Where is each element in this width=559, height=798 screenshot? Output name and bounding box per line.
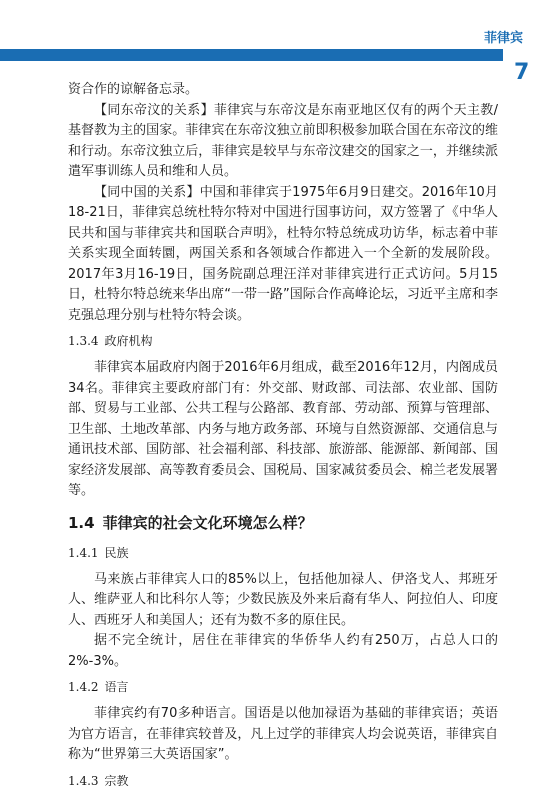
subheading-1-4-2 (68, 678, 498, 696)
paragraph-timor-leste-relations: 【同东帝汶的关系】菲律宾与东帝汶是东南亚地区仅有的两个天主教/基督教为主的国家。菲律宾在东帝汶独立前即积极参加联合国在东帝汶的维和行动。东帝汶独立后，菲律宾是较早与东帝汶建交的国家之一，并继续派遣军事训练人员和维和人员。 (68, 102, 498, 179)
running-header-title: 菲律宾 (483, 31, 523, 46)
subheading-1-4-3 (68, 772, 498, 790)
paragraph-ethnic-groups: 马来族占菲律宾人口的85%以上，包括他加禄人、伊洛戈人、邦班牙人、维萨亚人和比科尔人等；少数民族及外来后裔有华人、阿拉伯人、印度人、西班牙人和美国人；还有为数不多的原住民。 (68, 571, 498, 628)
section-heading-1-4 (68, 512, 498, 534)
paragraph-china-relations: 【同中国的关系】中国和菲律宾于1975年6月9日建交。2016年10月18-21日，菲律宾总统杜特尔特对中国进行国事访问，双方签署了《中华人民共和国与菲律宾共和国联合声明》，杜特尔特总统成功访华，标志着中菲关系实现全面转圜，两国关系和各领域合作都进入一个全新的发展阶段。2017年3月16-19日，国务院副总理汪洋对菲律宾进行正式访问。5月15日，杜特尔特总统来华出席“一带一路”国际合作高峰论坛，习近平主席和李克强总理分别与杜特尔特会谈。 (68, 184, 498, 323)
paragraph-language: 菲律宾约有70多种语言。国语是以他加禄语为基础的菲律宾语；英语为官方语言，在菲律宾较普及，凡上过学的菲律宾人均会说英语，菲律宾自称为“世界第三大英语国家”。 (68, 706, 498, 762)
subheading-number: 1.4.2 (68, 680, 99, 694)
subheading-number: 1.4.1 (68, 545, 99, 560)
subheading-text: 语言 (104, 680, 129, 694)
header-bar (0, 49, 503, 61)
section-number: 1.4 (68, 513, 95, 532)
subheading-number: 1.4.3 (68, 773, 99, 788)
subheading-1-3-4 (68, 332, 498, 350)
page-body (68, 80, 498, 798)
paragraph-government: 菲律宾本届政府内阁于2016年6月组成，截至2016年12月，内阁成员34名。菲律宾主要政府部门有：外交部、财政部、司法部、农业部、国防部、贸易与工业部、公共工程与公路部、教育部、劳动部、预算与管理部、卫生部、土地改革部、内务与地方政务部、环境与自然资源部、交通信息与通讯技术部、国防部、社会福利部、科技部、旅游部、能源部、新闻部、国家经济发展部、高等教育委员会、国税局、国家减贫委员会、棉兰老发展署等。 (68, 360, 498, 498)
paragraph-overseas-chinese: 据不完全统计，居住在菲律宾的华侨华人约有250万，占总人口的2%-3%。 (68, 633, 498, 669)
subheading-text: 政府机构 (104, 334, 153, 348)
page-number: 7 (514, 60, 530, 85)
subheading-text: 民族 (104, 545, 129, 560)
subheading-1-4-1 (68, 544, 498, 562)
section-text: 菲律宾的社会文化环境怎么样？ (102, 513, 313, 532)
subheading-number: 1.3.4 (68, 334, 99, 348)
subheading-text: 宗教 (104, 773, 129, 788)
paragraph-intro: 资合作的谅解备忘录。 (68, 82, 199, 97)
